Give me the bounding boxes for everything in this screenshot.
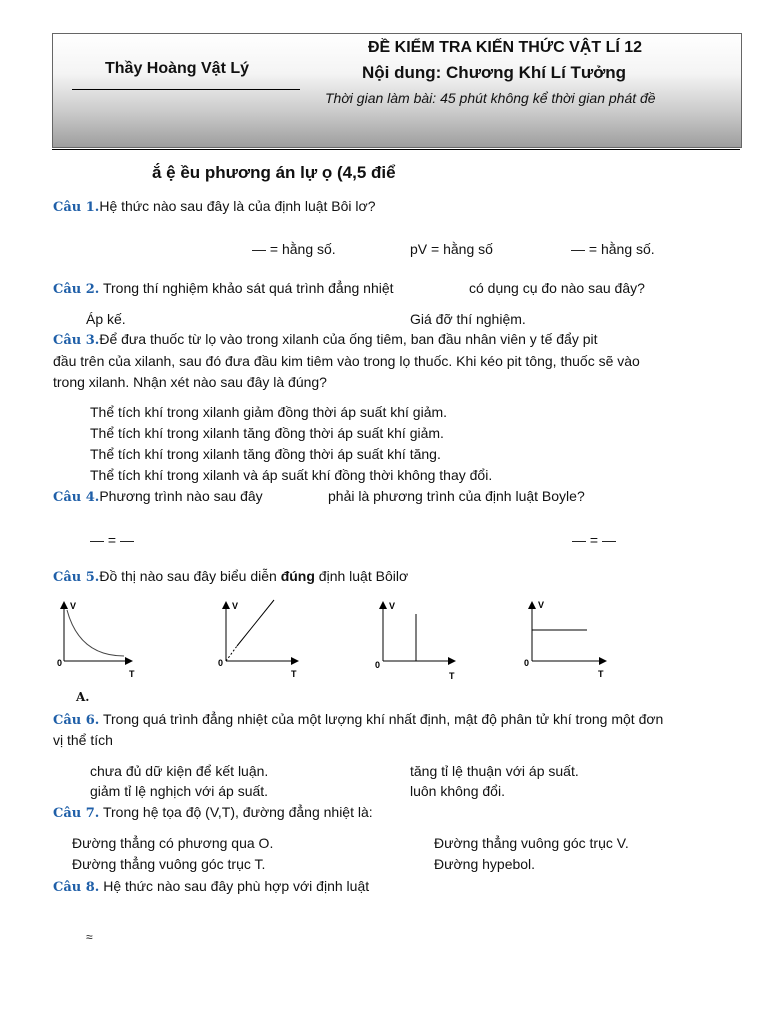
question-3 — [53, 331, 598, 348]
q7-option-d: Đường hypebol. — [434, 856, 536, 872]
question-8 — [53, 878, 369, 895]
axis-label-t: T — [129, 669, 135, 679]
q2-option-b: Giá đỡ thí nghiệm. — [410, 311, 526, 327]
question-text: Hệ thức nào sau đây là của định luật Bôi lơ? — [99, 198, 376, 214]
q5-graphs — [50, 596, 710, 686]
question-4 — [53, 488, 263, 505]
question-text: Phương trình nào sau đây — [99, 488, 263, 504]
q6-option-c: giảm tỉ lệ nghịch với áp suất. — [90, 783, 269, 799]
question-number: Câu 4. — [53, 490, 100, 505]
question-emphasis: đúng — [280, 568, 315, 584]
q2-option-a: Áp kế. — [86, 311, 126, 327]
q4-option-b: — = — — [572, 532, 616, 548]
exam-content: Nội dung: Chương Khí Lí Tưởng — [362, 63, 627, 82]
origin-label: 0 — [218, 658, 224, 668]
q3-option-c: Thể tích khí trong xilanh tăng đồng thời áp suất khí tăng. — [90, 446, 441, 462]
origin-label: 0 — [524, 658, 530, 668]
question-4-text-b: phải là phương trình của định luật Boyle? — [328, 488, 585, 504]
exam-title: ĐỀ KIỂM TRA KIẾN THỨC VẬT LÍ 12 — [368, 39, 643, 56]
section-title: ắ ệ ều phương án lự ọ (4,5 điể — [152, 163, 396, 182]
axis-label-v: V — [70, 601, 77, 611]
axis-label-v: V — [389, 601, 396, 611]
question-text: Để đưa thuốc từ lọ vào trong xilanh của ống tiêm, ban đầu nhân viên y tế đẩy pit — [99, 331, 598, 347]
q1-option-c: — = hằng số. — [571, 241, 655, 257]
question-number: Câu 6. — [53, 713, 100, 728]
q7-option-c: Đường thẳng vuông góc trục T. — [72, 856, 266, 872]
graph-d — [524, 600, 606, 679]
question-number: Câu 1. — [53, 200, 100, 215]
question-text: Đồ thị nào sau đây biểu diễn — [99, 568, 281, 584]
graph-a — [57, 601, 135, 679]
q3-option-d: Thể tích khí trong xilanh và áp suất khí đồng thời không thay đổi. — [90, 467, 493, 483]
dashed-extension — [226, 646, 237, 661]
q6-option-d: luôn không đổi. — [410, 783, 505, 799]
question-text: Trong thí nghiệm khảo sát quá trình đẳng nhiệt — [102, 280, 394, 296]
question-6-line2: vị thể tích — [53, 732, 113, 748]
teacher-name: Thầy Hoàng Vật Lý — [105, 60, 250, 77]
q3-option-b: Thể tích khí trong xilanh tăng đồng thời áp suất khí giảm. — [90, 425, 444, 441]
q1-option-b: pV = hằng số — [410, 241, 493, 257]
teacher-underline — [72, 89, 300, 90]
axis-label-t: T — [598, 669, 604, 679]
question-number: Câu 3. — [53, 333, 100, 348]
question-7 — [53, 804, 373, 821]
header-separator — [52, 149, 740, 150]
question-number: Câu 8. — [53, 880, 100, 895]
question-1 — [53, 198, 376, 215]
question-text: Trong hệ tọa độ (V,T), đường đẳng nhiệt là: — [102, 804, 373, 820]
q7-option-a: Đường thẳng có phương qua O. — [72, 835, 274, 851]
q3-option-a: Thể tích khí trong xilanh giảm đồng thời áp suất khí giảm. — [90, 404, 448, 420]
question-text: Hệ thức nào sau đây phù hợp với định luật — [103, 878, 370, 894]
graph-a-label: A. — [76, 690, 90, 704]
question-number: Câu 2. — [53, 282, 100, 297]
approx-symbol: ≈ — [86, 930, 93, 944]
straight-line — [237, 600, 274, 646]
question-text-end: định luật Bôilơ — [314, 568, 409, 584]
q4-option-a: — = — — [90, 532, 134, 548]
axis-label-v: V — [538, 600, 545, 610]
question-5 — [53, 568, 408, 585]
axis-label-t: T — [291, 669, 297, 679]
question-number: Câu 7. — [53, 806, 100, 821]
origin-label: 0 — [375, 660, 381, 670]
hyperbola-curve — [67, 610, 124, 656]
question-3-line3: trong xilanh. Nhận xét nào sau đây là đúng? — [53, 374, 327, 390]
graph-b — [218, 600, 298, 679]
question-text: Trong quá trình đẳng nhiệt của một lượng khí nhất định, mật độ phân tử khí trong một đơn — [102, 711, 664, 727]
q7-option-b: Đường thẳng vuông góc trục V. — [434, 835, 629, 851]
question-6 — [53, 711, 663, 728]
graph-c — [375, 601, 455, 681]
question-2-text-b: có dụng cụ đo nào sau đây? — [469, 280, 645, 296]
question-3-line2: đầu trên của xilanh, sau đó đưa đầu kim tiêm vào trong lọ thuốc. Khi kéo pit tông, thuốc sẽ vào — [53, 353, 640, 369]
axis-label-v: V — [232, 601, 239, 611]
question-number: Câu 5. — [53, 570, 100, 585]
question-2 — [53, 280, 394, 297]
axis-label-t: T — [449, 671, 455, 681]
q6-option-b: tăng tỉ lệ thuận với áp suất. — [410, 763, 579, 779]
q6-option-a: chưa đủ dữ kiện để kết luận. — [90, 763, 269, 779]
q1-option-a: — = hằng số. — [252, 241, 336, 257]
origin-label: 0 — [57, 658, 63, 668]
exam-duration: Thời gian làm bài: 45 phút không kể thời gian phát đề — [325, 90, 656, 106]
